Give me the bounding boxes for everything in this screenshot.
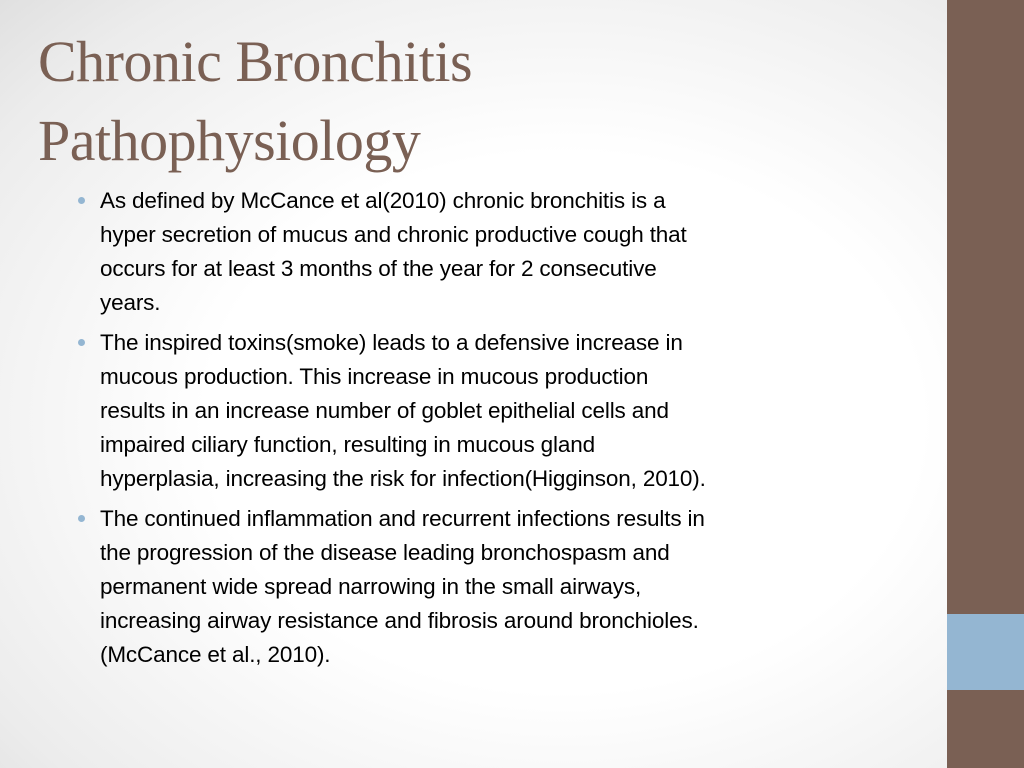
bullet-line: increasing airway resistance and fibrosis around bronchioles. [100,608,699,633]
bullet-line: mucous production. This increase in mucous production [100,364,649,389]
bullet-line: (McCance et al., 2010). [100,642,331,667]
bullet-item [78,184,918,320]
bullet-line: hyperplasia, increasing the risk for infection(Higginson, 2010). [100,466,706,491]
bullet-line: the progression of the disease leading bronchospasm and [100,540,670,565]
bullet-icon [78,515,85,522]
accent-block [947,614,1024,690]
bullet-item [78,502,918,672]
bullet-line: The continued inflammation and recurrent infections results in [100,506,705,531]
bullet-line: years. [100,290,161,315]
bullet-icon [78,339,85,346]
slide-body [78,184,918,678]
title-line: Chronic Bronchitis [38,29,473,94]
bullet-line: As defined by McCance et al(2010) chronic bronchitis is a [100,188,666,213]
bullet-line: hyper secretion of mucus and chronic productive cough that [100,222,687,247]
title-line: Pathophysiology [38,108,421,173]
bullet-line: results in an increase number of goblet epithelial cells and [100,398,669,423]
bullet-line: occurs for at least 3 months of the year for 2 consecutive [100,256,657,281]
bullet-line: permanent wide spread narrowing in the small airways, [100,574,642,599]
bullet-icon [78,197,85,204]
bullet-line: impaired ciliary function, resulting in mucous gland [100,432,595,457]
bullet-item [78,326,918,496]
bullet-line: The inspired toxins(smoke) leads to a defensive increase in [100,330,683,355]
slide-title [38,22,472,180]
